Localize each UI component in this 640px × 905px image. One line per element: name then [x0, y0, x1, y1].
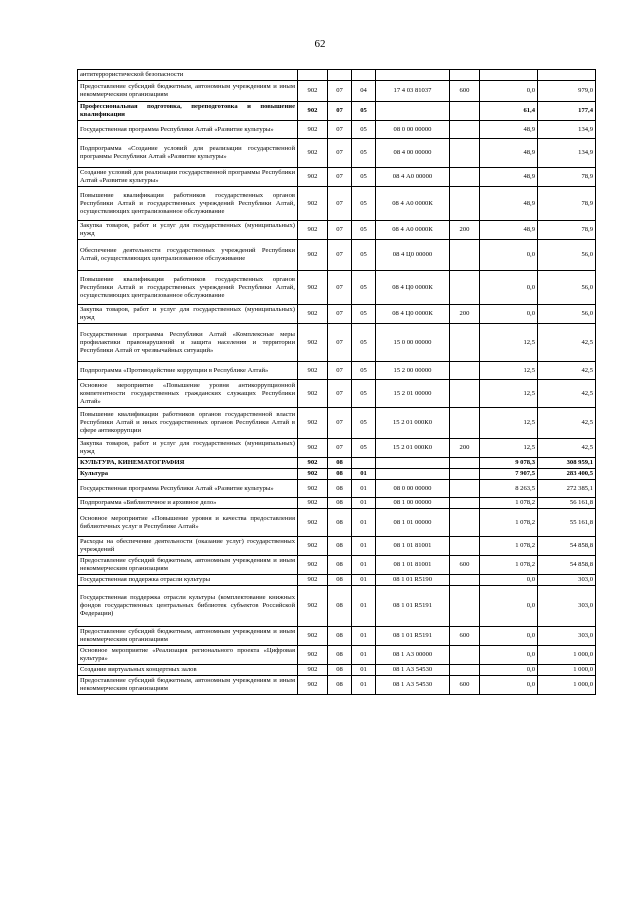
cell-target-article: 15 2 01 00000 — [376, 380, 450, 408]
table-row — [78, 439, 596, 458]
table-row — [78, 221, 596, 240]
cell-target-article — [376, 458, 450, 469]
cell-subsection: 05 — [352, 221, 376, 240]
table-row — [78, 556, 596, 575]
cell-subsection: 01 — [352, 676, 376, 695]
cell-expense-type — [450, 575, 480, 586]
cell-ved: 902 — [298, 362, 328, 380]
cell-section: 07 — [328, 168, 352, 187]
cell-amount-2: 303,0 — [538, 586, 596, 627]
cell-amount-2: 42,5 — [538, 439, 596, 458]
cell-amount-2: 177,4 — [538, 102, 596, 121]
cell-expense-type: 200 — [450, 305, 480, 324]
cell-expense-type — [450, 665, 480, 676]
cell-section: 08 — [328, 469, 352, 480]
cell-section: 08 — [328, 509, 352, 537]
cell-subsection: 01 — [352, 665, 376, 676]
cell-amount-1: 12,5 — [480, 362, 538, 380]
table-row — [78, 627, 596, 646]
cell-ved: 902 — [298, 187, 328, 221]
cell-amount-1: 48,9 — [480, 187, 538, 221]
table-row — [78, 498, 596, 509]
cell-section: 07 — [328, 439, 352, 458]
table-row — [78, 575, 596, 586]
cell-subsection: 01 — [352, 480, 376, 498]
cell-name: Предоставление субсидий бюджетным, автономным учреждениям и иным некоммерческим организациям — [78, 81, 298, 102]
cell-target-article: 08 4 А0 00000 — [376, 168, 450, 187]
cell-target-article: 08 1 А3 54530 — [376, 665, 450, 676]
cell-target-article: 15 2 01 000К0 — [376, 439, 450, 458]
cell-subsection — [352, 70, 376, 81]
cell-ved: 902 — [298, 408, 328, 439]
cell-subsection: 01 — [352, 509, 376, 537]
cell-name: Повышение квалификации работников органов государственной власти Республики Алтай и иных государственных органов Республики Алтай в сфере антикоррупции — [78, 408, 298, 439]
cell-ved: 902 — [298, 556, 328, 575]
cell-target-article — [376, 102, 450, 121]
cell-amount-2: 42,5 — [538, 380, 596, 408]
cell-expense-type — [450, 408, 480, 439]
table-row — [78, 380, 596, 408]
cell-expense-type — [450, 509, 480, 537]
cell-expense-type — [450, 121, 480, 139]
cell-target-article: 08 1 01 00000 — [376, 509, 450, 537]
cell-subsection: 05 — [352, 271, 376, 305]
table-row — [78, 362, 596, 380]
cell-ved: 902 — [298, 537, 328, 556]
cell-target-article: 08 1 А3 00000 — [376, 646, 450, 665]
cell-target-article: 08 1 01 81001 — [376, 556, 450, 575]
cell-amount-2: 303,0 — [538, 627, 596, 646]
cell-amount-2: 78,9 — [538, 221, 596, 240]
cell-name: Подпрограмма «Создание условий для реализации государственной программы Республики Алтай «Развитие культуры» — [78, 139, 298, 168]
cell-subsection: 05 — [352, 139, 376, 168]
cell-amount-1: 1 078,2 — [480, 509, 538, 537]
cell-subsection: 01 — [352, 627, 376, 646]
table-row — [78, 646, 596, 665]
cell-name: Основное мероприятие «Реализация регионального проекта «Цифровая культура» — [78, 646, 298, 665]
cell-ved: 902 — [298, 575, 328, 586]
cell-target-article: 15 2 01 000К0 — [376, 408, 450, 439]
cell-section: 07 — [328, 362, 352, 380]
cell-subsection: 05 — [352, 439, 376, 458]
cell-subsection: 01 — [352, 556, 376, 575]
cell-ved: 902 — [298, 102, 328, 121]
cell-target-article: 08 1 01 R5190 — [376, 575, 450, 586]
table-row — [78, 509, 596, 537]
cell-amount-1: 48,9 — [480, 168, 538, 187]
cell-amount-1: 0,0 — [480, 665, 538, 676]
cell-name: Предоставление субсидий бюджетным, автономным учреждениям и иным некоммерческим организациям — [78, 556, 298, 575]
cell-target-article: 08 0 00 00000 — [376, 480, 450, 498]
cell-amount-2 — [538, 70, 596, 81]
cell-expense-type — [450, 362, 480, 380]
cell-section: 08 — [328, 627, 352, 646]
table-row — [78, 121, 596, 139]
cell-ved: 902 — [298, 121, 328, 139]
cell-expense-type — [450, 537, 480, 556]
cell-expense-type — [450, 480, 480, 498]
cell-ved: 902 — [298, 676, 328, 695]
cell-amount-2: 55 161,8 — [538, 509, 596, 537]
budget-table-body — [78, 70, 596, 695]
cell-expense-type — [450, 458, 480, 469]
cell-subsection: 05 — [352, 362, 376, 380]
cell-section: 07 — [328, 221, 352, 240]
cell-section: 07 — [328, 324, 352, 362]
cell-ved: 902 — [298, 271, 328, 305]
table-row — [78, 458, 596, 469]
cell-subsection: 05 — [352, 324, 376, 362]
cell-amount-1: 1 078,2 — [480, 498, 538, 509]
table-row — [78, 586, 596, 627]
cell-section: 08 — [328, 556, 352, 575]
cell-subsection: 04 — [352, 81, 376, 102]
cell-amount-1: 0,0 — [480, 81, 538, 102]
cell-expense-type — [450, 646, 480, 665]
cell-subsection: 01 — [352, 575, 376, 586]
cell-section: 07 — [328, 187, 352, 221]
cell-expense-type: 600 — [450, 627, 480, 646]
table-row — [78, 676, 596, 695]
cell-name: КУЛЬТУРА, КИНЕМАТОГРАФИЯ — [78, 458, 298, 469]
cell-subsection: 05 — [352, 102, 376, 121]
cell-amount-1: 0,0 — [480, 575, 538, 586]
cell-section: 07 — [328, 408, 352, 439]
cell-target-article: 08 4 Ц0 00000 — [376, 240, 450, 271]
cell-subsection — [352, 458, 376, 469]
cell-subsection: 01 — [352, 469, 376, 480]
cell-expense-type — [450, 498, 480, 509]
cell-ved: 902 — [298, 221, 328, 240]
cell-ved: 902 — [298, 439, 328, 458]
cell-subsection: 01 — [352, 498, 376, 509]
cell-expense-type — [450, 271, 480, 305]
cell-section: 07 — [328, 121, 352, 139]
cell-section: 07 — [328, 240, 352, 271]
cell-ved: 902 — [298, 469, 328, 480]
cell-target-article: 08 1 01 R5191 — [376, 586, 450, 627]
cell-amount-1: 12,5 — [480, 439, 538, 458]
cell-expense-type: 200 — [450, 439, 480, 458]
table-row — [78, 665, 596, 676]
cell-subsection: 01 — [352, 646, 376, 665]
cell-target-article: 08 4 А0 0000К — [376, 187, 450, 221]
cell-amount-2: 1 000,0 — [538, 676, 596, 695]
cell-target-article: 08 4 А0 0000К — [376, 221, 450, 240]
cell-amount-2: 54 858,8 — [538, 556, 596, 575]
cell-amount-1: 12,5 — [480, 324, 538, 362]
cell-target-article: 15 0 00 00000 — [376, 324, 450, 362]
cell-ved: 902 — [298, 509, 328, 537]
cell-target-article: 08 1 01 R5191 — [376, 627, 450, 646]
cell-section: 08 — [328, 537, 352, 556]
cell-expense-type — [450, 102, 480, 121]
table-row — [78, 70, 596, 81]
cell-amount-2: 78,9 — [538, 168, 596, 187]
cell-name: Закупка товаров, работ и услуг для государственных (муниципальных) нужд — [78, 305, 298, 324]
cell-amount-2: 134,9 — [538, 121, 596, 139]
cell-expense-type — [450, 240, 480, 271]
cell-ved: 902 — [298, 646, 328, 665]
table-row — [78, 480, 596, 498]
cell-section: 07 — [328, 380, 352, 408]
cell-name: Культура — [78, 469, 298, 480]
cell-target-article: 15 2 00 00000 — [376, 362, 450, 380]
cell-subsection: 05 — [352, 240, 376, 271]
cell-section: 08 — [328, 586, 352, 627]
cell-name: Обеспечение деятельности государственных учреждений Республики Алтай, осуществляющих централизованное обслуживание — [78, 240, 298, 271]
table-row — [78, 139, 596, 168]
cell-expense-type — [450, 187, 480, 221]
cell-amount-1: 0,0 — [480, 586, 538, 627]
cell-expense-type: 200 — [450, 221, 480, 240]
cell-name: Закупка товаров, работ и услуг для государственных (муниципальных) нужд — [78, 439, 298, 458]
cell-amount-1: 0,0 — [480, 271, 538, 305]
table-row — [78, 102, 596, 121]
cell-name: Закупка товаров, работ и услуг для государственных (муниципальных) нужд — [78, 221, 298, 240]
cell-section — [328, 70, 352, 81]
cell-amount-2: 56,0 — [538, 271, 596, 305]
cell-name: Государственная программа Республики Алтай «Развитие культуры» — [78, 480, 298, 498]
cell-amount-1: 0,0 — [480, 627, 538, 646]
cell-target-article: 17 4 03 81037 — [376, 81, 450, 102]
cell-subsection: 05 — [352, 187, 376, 221]
cell-name: Профессиональная подготовка, переподготовка и повышение квалификации — [78, 102, 298, 121]
table-row — [78, 305, 596, 324]
table-row — [78, 240, 596, 271]
cell-amount-1: 7 907,5 — [480, 469, 538, 480]
cell-expense-type — [450, 139, 480, 168]
cell-subsection: 05 — [352, 121, 376, 139]
cell-section: 07 — [328, 139, 352, 168]
cell-section: 07 — [328, 305, 352, 324]
cell-amount-1: 9 078,3 — [480, 458, 538, 469]
cell-section: 08 — [328, 458, 352, 469]
table-row — [78, 408, 596, 439]
cell-amount-2: 56 161,8 — [538, 498, 596, 509]
cell-subsection: 01 — [352, 537, 376, 556]
cell-ved: 902 — [298, 139, 328, 168]
cell-name: Повышение квалификации работников государственных органов Республики Алтай и государственных учреждений Республики Алтай, осуществляющих централизованное обслуживание — [78, 187, 298, 221]
cell-amount-1: 0,0 — [480, 646, 538, 665]
cell-amount-1: 0,0 — [480, 305, 538, 324]
cell-ved: 902 — [298, 81, 328, 102]
cell-expense-type — [450, 70, 480, 81]
cell-ved — [298, 70, 328, 81]
cell-ved: 902 — [298, 586, 328, 627]
cell-amount-2: 272 385,1 — [538, 480, 596, 498]
cell-section: 08 — [328, 498, 352, 509]
cell-amount-1 — [480, 70, 538, 81]
cell-name: Повышение квалификации работников государственных органов Республики Алтай и государственных учреждений Республики Алтай, осуществляющих централизованное обслуживание — [78, 271, 298, 305]
budget-table — [77, 69, 596, 695]
cell-section: 08 — [328, 676, 352, 695]
cell-amount-2: 303,0 — [538, 575, 596, 586]
cell-target-article: 08 4 Ц0 0000К — [376, 271, 450, 305]
cell-amount-2: 42,5 — [538, 324, 596, 362]
cell-amount-2: 42,5 — [538, 362, 596, 380]
cell-amount-1: 1 078,2 — [480, 537, 538, 556]
cell-amount-2: 42,5 — [538, 408, 596, 439]
cell-name: антитеррористической безопасности — [78, 70, 298, 81]
cell-expense-type — [450, 168, 480, 187]
cell-amount-2: 308 959,1 — [538, 458, 596, 469]
page-number: 62 — [314, 38, 326, 50]
table-row — [78, 537, 596, 556]
cell-ved: 902 — [298, 665, 328, 676]
cell-name: Государственная поддержка отрасли культуры — [78, 575, 298, 586]
cell-target-article: 08 1 00 00000 — [376, 498, 450, 509]
cell-expense-type: 600 — [450, 676, 480, 695]
cell-name: Государственная программа Республики Алтай «Комплексные меры профилактики правонарушений и защита населения и территории Республики Алтай от чрезвычайных ситуаций» — [78, 324, 298, 362]
cell-section: 08 — [328, 575, 352, 586]
cell-amount-2: 1 000,0 — [538, 665, 596, 676]
cell-amount-2: 1 000,0 — [538, 646, 596, 665]
cell-name: Расходы на обеспечение деятельности (оказание услуг) государственных учреждений — [78, 537, 298, 556]
cell-amount-2: 979,0 — [538, 81, 596, 102]
cell-expense-type — [450, 586, 480, 627]
table-row — [78, 168, 596, 187]
cell-ved: 902 — [298, 324, 328, 362]
cell-ved: 902 — [298, 627, 328, 646]
cell-name: Создание виртуальных концертных залов — [78, 665, 298, 676]
cell-amount-1: 1 078,2 — [480, 556, 538, 575]
cell-expense-type: 600 — [450, 556, 480, 575]
cell-section: 08 — [328, 646, 352, 665]
cell-ved: 902 — [298, 305, 328, 324]
cell-amount-1: 48,9 — [480, 139, 538, 168]
cell-name: Предоставление субсидий бюджетным, автономным учреждениям и иным некоммерческим организациям — [78, 676, 298, 695]
cell-name: Подпрограмма «Библиотечное и архивное дело» — [78, 498, 298, 509]
cell-target-article: 08 1 01 81001 — [376, 537, 450, 556]
cell-amount-2: 56,0 — [538, 240, 596, 271]
cell-section: 07 — [328, 102, 352, 121]
cell-name: Предоставление субсидий бюджетным, автономным учреждениям и иным некоммерческим организациям — [78, 627, 298, 646]
cell-amount-2: 56,0 — [538, 305, 596, 324]
table-row — [78, 187, 596, 221]
table-row — [78, 271, 596, 305]
cell-subsection: 05 — [352, 168, 376, 187]
cell-amount-1: 0,0 — [480, 676, 538, 695]
cell-name: Создание условий для реализации государственной программы Республики Алтай «Развитие культуры» — [78, 168, 298, 187]
cell-name: Основное мероприятие «Повышение уровня антикоррупционной компетентности государственных гражданских служащих Республики Алтай» — [78, 380, 298, 408]
cell-target-article — [376, 469, 450, 480]
cell-ved: 902 — [298, 498, 328, 509]
cell-subsection: 05 — [352, 380, 376, 408]
cell-name: Государственная поддержка отрасли культуры (комплектование книжных фондов государственных центральных библиотек субъектов Российской Федерации) — [78, 586, 298, 627]
table-row — [78, 469, 596, 480]
cell-target-article: 08 4 Ц0 0000К — [376, 305, 450, 324]
cell-subsection: 01 — [352, 586, 376, 627]
cell-ved: 902 — [298, 240, 328, 271]
cell-amount-1: 12,5 — [480, 380, 538, 408]
cell-amount-2: 283 400,5 — [538, 469, 596, 480]
cell-target-article: 08 0 00 00000 — [376, 121, 450, 139]
cell-target-article: 08 4 00 00000 — [376, 139, 450, 168]
cell-target-article — [376, 70, 450, 81]
cell-amount-1: 8 263,5 — [480, 480, 538, 498]
cell-amount-2: 54 858,8 — [538, 537, 596, 556]
cell-amount-1: 48,9 — [480, 121, 538, 139]
cell-expense-type: 600 — [450, 81, 480, 102]
cell-name: Подпрограмма «Противодействие коррупции в Республике Алтай» — [78, 362, 298, 380]
cell-amount-1: 61,4 — [480, 102, 538, 121]
cell-amount-2: 78,9 — [538, 187, 596, 221]
cell-subsection: 05 — [352, 408, 376, 439]
cell-amount-1: 12,5 — [480, 408, 538, 439]
cell-expense-type — [450, 469, 480, 480]
cell-ved: 902 — [298, 458, 328, 469]
cell-ved: 902 — [298, 380, 328, 408]
cell-expense-type — [450, 324, 480, 362]
cell-section: 08 — [328, 480, 352, 498]
cell-ved: 902 — [298, 480, 328, 498]
cell-name: Государственная программа Республики Алтай «Развитие культуры» — [78, 121, 298, 139]
cell-amount-1: 48,9 — [480, 221, 538, 240]
cell-amount-2: 134,9 — [538, 139, 596, 168]
cell-expense-type — [450, 380, 480, 408]
cell-section: 07 — [328, 81, 352, 102]
table-row — [78, 81, 596, 102]
cell-name: Основное мероприятие «Повышение уровня и качества предоставления библиотечных услуг в Республике Алтай» — [78, 509, 298, 537]
cell-section: 08 — [328, 665, 352, 676]
cell-subsection: 05 — [352, 305, 376, 324]
cell-target-article: 08 1 А3 54530 — [376, 676, 450, 695]
table-row — [78, 324, 596, 362]
cell-section: 07 — [328, 271, 352, 305]
cell-ved: 902 — [298, 168, 328, 187]
cell-amount-1: 0,0 — [480, 240, 538, 271]
